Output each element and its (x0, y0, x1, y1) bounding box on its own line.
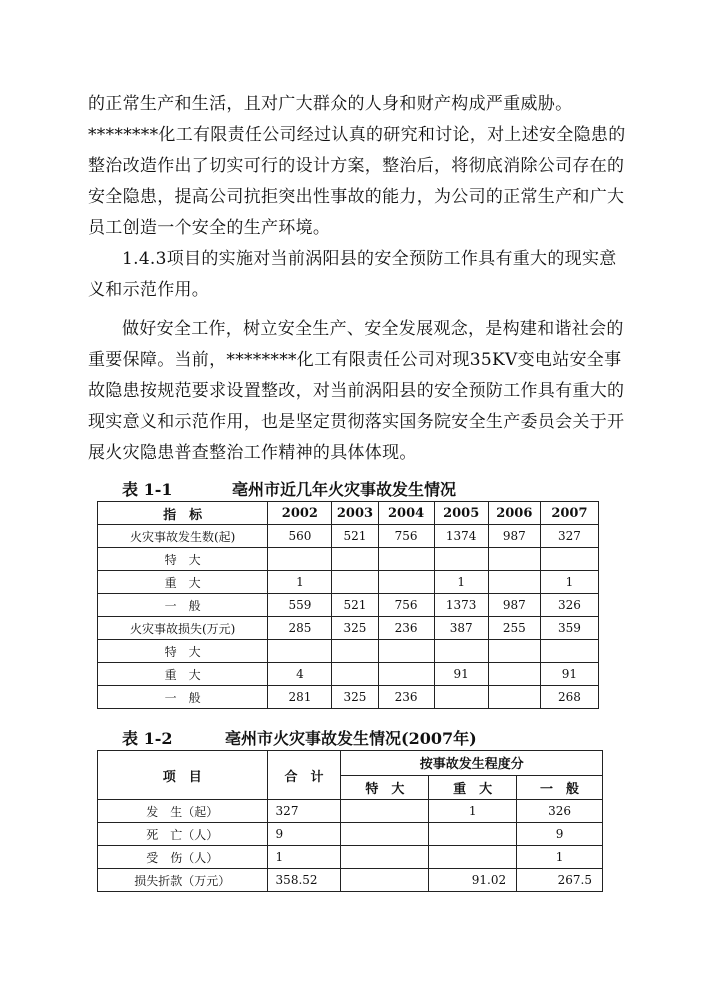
header-cell: 指 标 (98, 502, 268, 525)
table-cell: 756 (378, 525, 434, 548)
table-cell: 236 (378, 617, 434, 640)
table-cell: 756 (378, 594, 434, 617)
table-cell (378, 548, 434, 571)
table-cell: 325 (332, 617, 378, 640)
paragraph-3: 1.4.3项目的实施对当前涡阳县的安全预防工作具有重大的现实意义和示范作用。 (88, 249, 617, 300)
table-cell: 326 (540, 594, 598, 617)
table-cell (488, 686, 540, 709)
table-cell (341, 869, 429, 892)
table-cell (429, 823, 517, 846)
table-cell: 359 (540, 617, 598, 640)
row-label: 损失折款（万元） (98, 869, 268, 892)
table-cell: 987 (488, 594, 540, 617)
header-cell: 特 大 (341, 775, 429, 800)
table-cell: 560 (268, 525, 332, 548)
table-cell (434, 686, 488, 709)
table-cell (488, 640, 540, 663)
table-cell: 4 (268, 663, 332, 686)
paragraph-2: ********化工有限责任公司经过认真的研究和讨论，对上述安全隐患的整治改造作出了切实可行的设计方案，整治后，将彻底消除公司存在的安全隐患，提高公司抗拒突出性事故的能力，为公司的正常生产和广大员工创造一个安全的生产环境。 (88, 125, 626, 238)
header-cell: 重 大 (429, 775, 517, 800)
table-cell: 267.5 (517, 869, 603, 892)
table-cell: 281 (268, 686, 332, 709)
header-cell: 一 般 (517, 775, 603, 800)
table-cell: 387 (434, 617, 488, 640)
table-row (98, 594, 599, 617)
table-row (98, 640, 599, 663)
row-label: 受 伤（人） (98, 846, 268, 869)
table-cell: 1 (267, 846, 341, 869)
fire-2007-table (97, 750, 603, 892)
table-cell: 1373 (434, 594, 488, 617)
fire-statistics-table (97, 501, 599, 709)
row-label: 一 般 (98, 686, 268, 709)
table-cell: 521 (332, 525, 378, 548)
table-cell (378, 640, 434, 663)
table-cell (341, 823, 429, 846)
table-row (98, 571, 599, 594)
table-cell (332, 571, 378, 594)
table-cell: 285 (268, 617, 332, 640)
table-cell (429, 846, 517, 869)
table-row (98, 686, 599, 709)
table-cell: 327 (267, 800, 341, 823)
row-label: 死 亡（人） (98, 823, 268, 846)
table-row (98, 525, 599, 548)
table-row (98, 548, 599, 571)
table-cell (434, 640, 488, 663)
table-row (98, 663, 599, 686)
table-cell: 268 (540, 686, 598, 709)
table-row (98, 617, 599, 640)
table-cell (268, 548, 332, 571)
table-cell: 1 (517, 846, 603, 869)
table-cell: 255 (488, 617, 540, 640)
table-row (98, 823, 603, 846)
row-label: 火灾事故发生数(起) (98, 525, 268, 548)
header-cell: 2006 (488, 502, 540, 525)
table-cell (332, 663, 378, 686)
table-cell: 1 (268, 571, 332, 594)
table-cell: 1 (434, 571, 488, 594)
table-cell: 1 (540, 571, 598, 594)
table-header-row (98, 502, 599, 525)
row-label: 重 大 (98, 571, 268, 594)
table-cell (268, 640, 332, 663)
row-label: 火灾事故损失(万元) (98, 617, 268, 640)
table-header-row (98, 751, 603, 776)
paragraph-1: 的正常生产和生活，且对广大群众的人身和财产构成严重威胁。 (88, 94, 573, 114)
table-2-caption (122, 726, 477, 749)
header-cell: 合 计 (267, 751, 341, 800)
table-2-title: 亳州市火灾事故发生情况(2007年) (225, 729, 477, 748)
table-cell: 987 (488, 525, 540, 548)
table-cell: 1 (429, 800, 517, 823)
table-row (98, 800, 603, 823)
table-cell (434, 548, 488, 571)
table-cell: 559 (268, 594, 332, 617)
table-2-number: 表 1-2 (122, 729, 173, 748)
table-cell (378, 663, 434, 686)
table-cell: 326 (517, 800, 603, 823)
table-1-number: 表 1-1 (122, 480, 173, 499)
table-cell (540, 548, 598, 571)
table-cell: 236 (378, 686, 434, 709)
table-cell (540, 640, 598, 663)
header-cell: 2002 (268, 502, 332, 525)
row-label: 发 生（起） (98, 800, 268, 823)
table-cell: 9 (517, 823, 603, 846)
table-cell: 91 (540, 663, 598, 686)
table-cell: 521 (332, 594, 378, 617)
table-cell: 9 (267, 823, 341, 846)
table-cell (488, 571, 540, 594)
header-cell: 按事故发生程度分 (341, 751, 603, 776)
table-row (98, 869, 603, 892)
table-cell: 327 (540, 525, 598, 548)
table-cell (341, 846, 429, 869)
table-cell: 91 (434, 663, 488, 686)
table-cell: 358.52 (267, 869, 341, 892)
table-cell (488, 548, 540, 571)
table-row (98, 846, 603, 869)
header-cell: 2004 (378, 502, 434, 525)
header-cell: 2005 (434, 502, 488, 525)
row-label: 一 般 (98, 594, 268, 617)
table-cell (332, 640, 378, 663)
row-label: 重 大 (98, 663, 268, 686)
table-cell: 91.02 (429, 869, 517, 892)
table-cell (378, 571, 434, 594)
table-cell (332, 548, 378, 571)
table-cell (488, 663, 540, 686)
table-cell: 1374 (434, 525, 488, 548)
table-cell (341, 800, 429, 823)
paragraph-4: 做好安全工作，树立安全生产、安全发展观念，是构建和谐社会的重要保障。当前，********化工有限责任公司对现35KV变电站安全事故隐患按规范要求设置整改，对当前涡阳县的安全预防工作具有重大的现实意义和示范作用，也是坚定贯彻落实国务院安全生产委员会关于开展火灾隐患普查整治工作精神的具体体现。 (88, 319, 625, 463)
table-1-title: 亳州市近几年火灾事故发生情况 (232, 480, 457, 499)
table-1-caption (122, 477, 457, 500)
row-label: 特 大 (98, 548, 268, 571)
header-cell: 项 目 (98, 751, 268, 800)
row-label: 特 大 (98, 640, 268, 663)
table-cell: 325 (332, 686, 378, 709)
header-cell: 2003 (332, 502, 378, 525)
header-cell: 2007 (540, 502, 598, 525)
